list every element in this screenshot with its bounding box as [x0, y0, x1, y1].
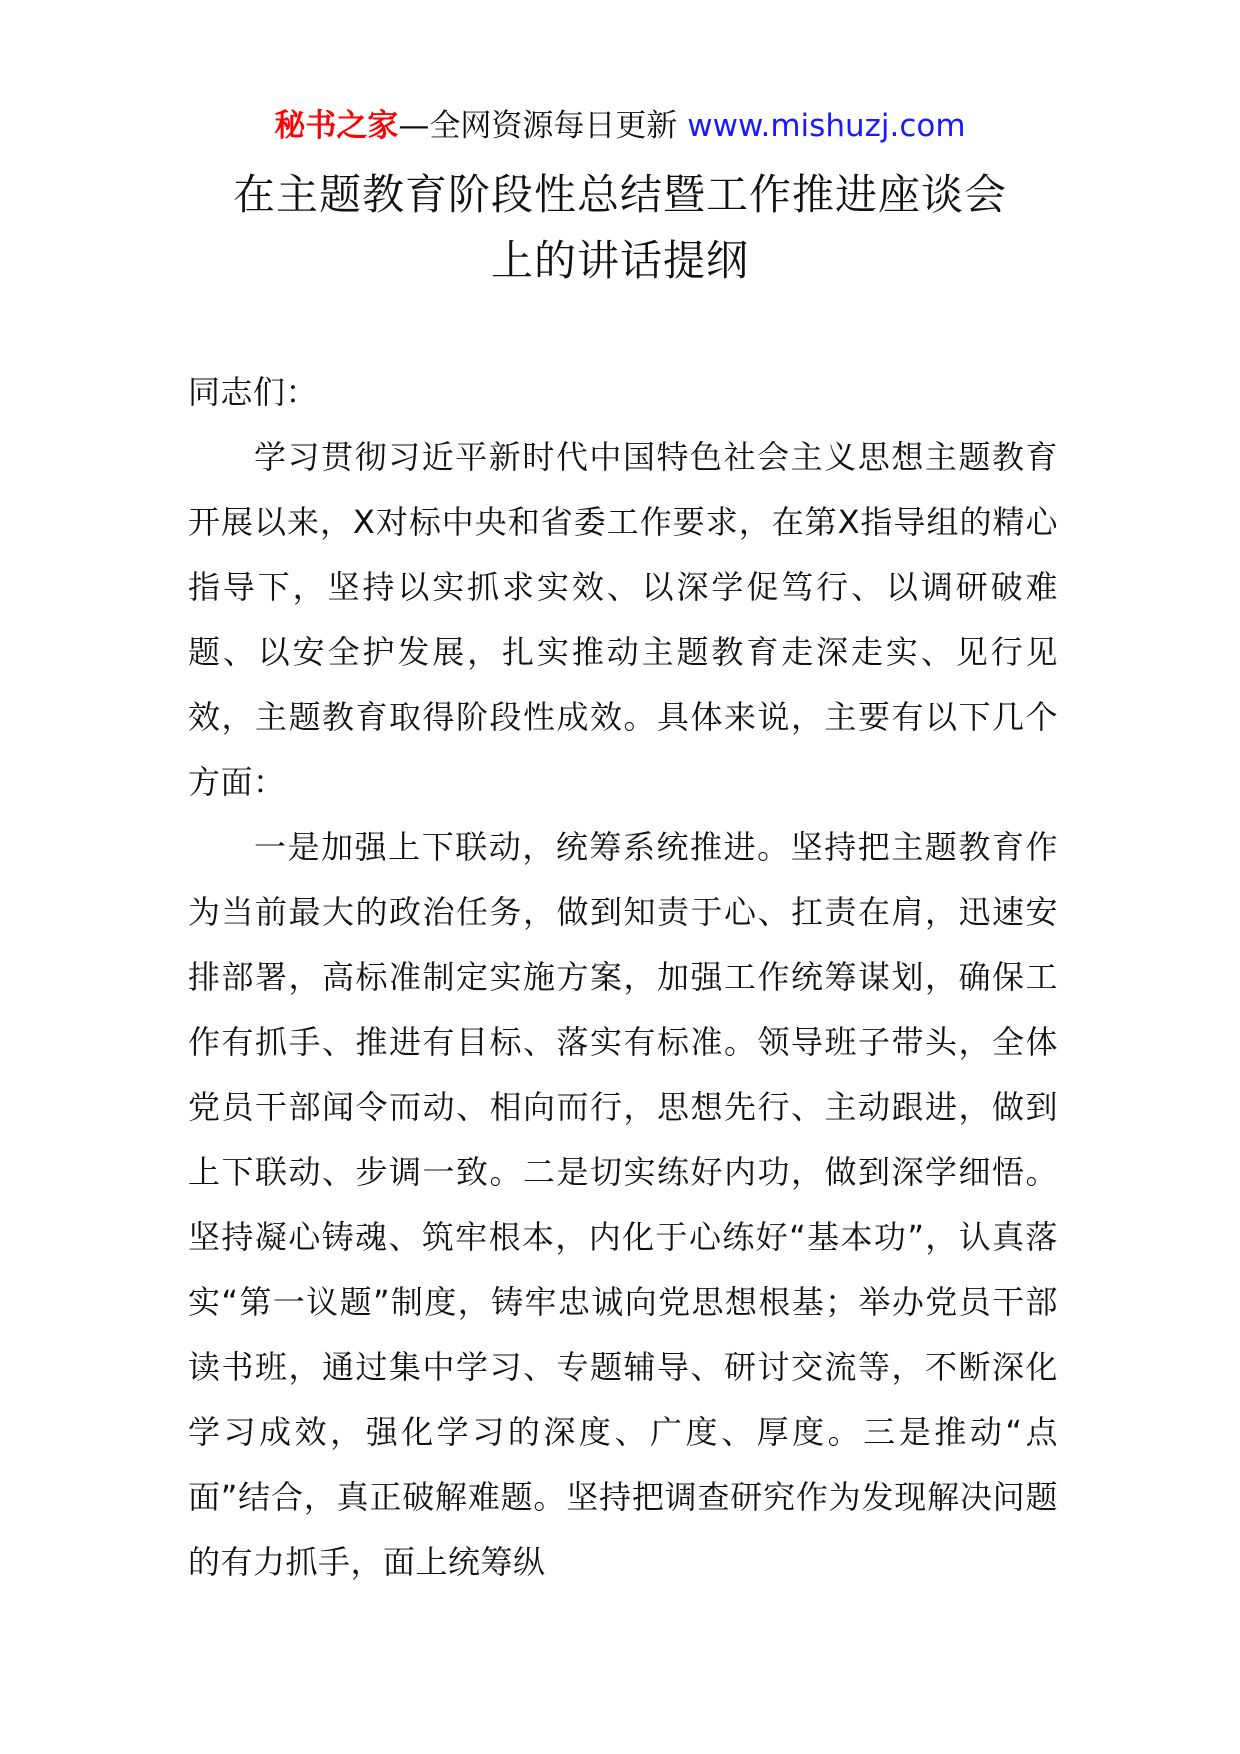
title-line-1: 在主题教育阶段性总结暨工作推进座谈会 [232, 170, 1007, 219]
header-url[interactable]: www.mishuzj.com [687, 108, 966, 144]
title-line-2: 上的讲话提纲 [490, 236, 749, 285]
salutation: 同志们： [188, 373, 319, 411]
document-body [188, 360, 1058, 1595]
watermark-header [0, 104, 1240, 148]
brand-name: 秘书之家 [274, 108, 399, 144]
document-title [160, 162, 1080, 294]
paragraph-1: 学习贯彻习近平新时代中国特色社会主义思想主题教育开展以来，X对标中央和省委工作要求，在第X指导组的精心指导下，坚持以实抓求实效、以深学促笃行、以调研破难题、以安全护发展，扎实推动主题教育走深走实、见行见效，主题教育取得阶段性成效。具体来说，主要有以下几个方面： [188, 438, 1058, 801]
header-tagline: —全网资源每日更新 [398, 108, 678, 144]
paragraph-2: 一是加强上下联动，统筹系统推进。坚持把主题教育作为当前最大的政治任务，做到知责于心、扛责在肩，迅速安排部署，高标准制定实施方案，加强工作统筹谋划，确保工作有抓手、推进有目标、落实有标准。领导班子带头，全体党员干部闻令而动、相向而行，思想先行、主动跟进，做到上下联动、步调一致。二是切实练好内功，做到深学细悟。坚持凝心铸魂、筑牢根本，内化于心练好“基本功”，认真落实“第一议题”制度，铸牢忠诚向党思想根基；举办党员干部读书班，通过集中学习、专题辅导、研讨交流等，不断深化学习成效，强化学习的深度、广度、厚度。三是推动“点面”结合，真正破解难题。坚持把调查研究作为发现解决问题的有力抓手，面上统筹纵 [188, 828, 1058, 1581]
